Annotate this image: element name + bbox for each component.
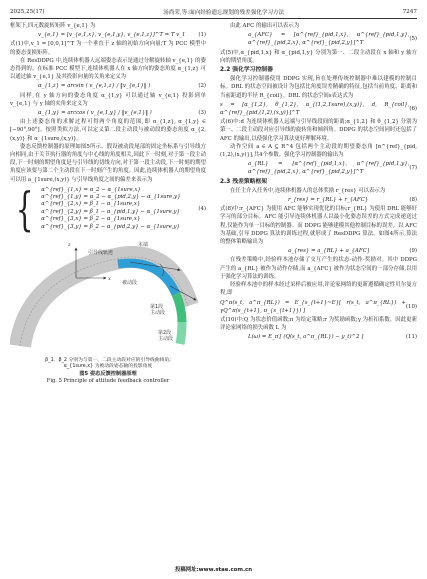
end-label: 末端	[138, 241, 149, 248]
case-line: α^{ref}_{1,x} = α_2 − α_{1sure,x}	[41, 186, 141, 193]
sec2-label: 第2段	[158, 329, 172, 336]
equation-8	[220, 196, 417, 204]
eq-body: s = [α_{1,2}, θ_{1,2}, α_{(1,2,1sure),(x,y)}, d, R_{coil}, α^{ref}_{pid,(1,2),(x,y)}]^T	[220, 101, 410, 117]
sec1-label2: 主动段	[150, 309, 166, 316]
equation-5	[220, 31, 417, 47]
eq-number: (4)	[198, 205, 206, 212]
para: 式(5)中,α_{pid,1,x} 和 α_{pid,1,y} 分别为第一、二段主动段在 x 轴和 y 轴方向的期望角度。	[220, 49, 417, 64]
section-heading: 2.2 强化学习控制器	[220, 67, 273, 74]
sec2-label2: 主动段	[158, 335, 174, 342]
case-line: α^{ref}_{3,y} = β_2 − α_{pid,2,y} − α_{1sure,y}	[41, 223, 180, 230]
case-line: α^{ref}_{1,y} = α_2 − α_{pid,2,y} − α_{1sure,y}	[41, 194, 181, 201]
equation-9	[220, 247, 417, 255]
attitude-feedback-diagram	[10, 236, 206, 358]
eq-number: (3)	[198, 110, 206, 117]
eq-body: r_{res} = r_{RL} + r_{AFC}	[288, 197, 369, 204]
equation-6	[220, 101, 417, 117]
passive-label: 被动段	[122, 279, 138, 286]
equation-1	[10, 31, 206, 39]
eq-body: α_{1,y} = arccos ( v_{e,1,y} / ‖v_{e,1}‖ )	[38, 110, 152, 117]
para: 姿态反馈控制器的原理如图5所示。假设被动段尾部的固定坐标系与引导线方向相同,由于关节执行器的角度与中心线的角度相关,因此下一时刻,对于第一段主动段,下一时刻的期望角度是与引导线的切线方向,对于第一段主动段,下一时刻的期望角度应该要与第二个主动段在下一时刻产生的角度。因此,连续体机器人的期望角度可以用 a_{1sure,(x,y)} 与引导线角度之间的偏差来表示为	[10, 143, 206, 183]
figure-5	[10, 236, 206, 358]
header-title: 汤尚荣,等:面向经验遗忘规划的残差强化学习方法	[163, 10, 285, 16]
para: 动作空间 a ∈ A ⊆ R^4 包括两个主动段的期望姿态角 [α^{ref}_{pid,(1,2),(x,y)}],共4个参数。强化学习控制器的输出为	[220, 143, 417, 159]
para: 式(10)中:Q 为状态价值函数;π 为给定策略;r 为奖励函数;γ 为折扣系数。因此更新评论家网络的损失函数 L 为	[220, 316, 417, 332]
figure-note: β_1、β_2 分别为与第一、二段主动段对应的引导线曲线角;	[45, 357, 171, 363]
active-segment-1	[176, 294, 182, 322]
para: 式(6)中:d 为连续体机器人远端与引导线段间的距离;α_{1,2} 和 θ_{1,2} 分别为第一、二段主动段对应引导线的旋转角和倾斜角。DDPG 的状态空间同时还包括了 AFC 的输出,以使强化学习算法更好理解环境。	[220, 119, 417, 142]
equation-10	[220, 299, 417, 315]
axis-x: x	[108, 275, 111, 282]
eq-number: (8)	[409, 197, 417, 204]
eq-number: (1)	[198, 32, 206, 39]
brace: {	[15, 181, 34, 236]
case-line: α^{ref}_{2,y} = β_1 − α_{pid,1,y} − α_{1sure,y}	[41, 208, 180, 215]
guide-label: 引导线轨迹	[88, 249, 114, 256]
para: 由上述姿态角的求解过程可得两个角度的范围,即 α_{1,z}, α_{1,y} ∈ [−90°,90°]。按照类似方法,可以定义第二段主动段与被动段的姿态角度 α_{2,(x,y)} 和 α_{1sure,(x,y)}。	[10, 119, 206, 142]
running-header	[10, 6, 417, 19]
eq-body: a_{RL} = [α^{ref}_{pid,1,x}, α^{ref}_{pid,1,y}, α^{ref}_{pid,2,x}, α^{ref}_{pid,2,y}]^T	[248, 161, 410, 176]
para: 强化学习控制器使用 DDPG 实现,旨在处理传统控制器中难以建模的控制目标。DRL 的状态空间被设计为包括比角度误差精确的特征,包括当前角度、距离和当前距道的半径 R_{coil}。DRL 的状态空间s表达式为	[220, 76, 417, 99]
equation-2	[10, 82, 206, 90]
footer-url: 投稿网址:www.stae.com.cn	[174, 567, 253, 573]
eq-body: Q^π(s_t, a^π_{RL}) = E_{s_{t+1}~E}[ r(s_t, a^π_{RL}) + γQ^π(s_{t+1}, π_{s_{t+1}}) ]	[220, 299, 406, 314]
axis-z: z	[68, 241, 71, 248]
eq-body: a_{res} = a_{RL} + a_{AFC}	[288, 248, 371, 255]
para: 由此 AFC 的输出可以表示为	[230, 23, 300, 29]
para: 在残差策略中,经验样本池存储了交互产生的状态-动作-奖励对。其中 DDPG 产生的 a_{RL} 被作为动作存储,而 a_{AFC} 被作为状态空间的一部分存储,以用于强化学习算法的训练。	[220, 257, 417, 280]
para: 框架下,四元数旋转矩阵 v_{e,1} 为	[10, 23, 96, 29]
para: 在任主介入任务中,连续体机器人的总体奖励 r_{res} 可以表示为	[230, 187, 386, 194]
right-column	[220, 22, 417, 343]
para: 经验样本池中的样本经过采样后被应用,评论家网络的更新遵循确定性贝尔曼方程,即	[220, 282, 417, 297]
section-heading: 2.3 残差策略框架	[220, 178, 268, 185]
case-line: α^{ref}_{3,x} = β_2 − α_{1sure,x}	[41, 216, 141, 223]
eq-body: v_{e,1} = [v_{e,1,x}, v_{e,1,y}, v_{e,1,z}]^T = T v_1	[38, 32, 186, 39]
eq-number: (6)	[409, 105, 417, 112]
left-column	[10, 22, 206, 385]
equation-4	[10, 181, 206, 236]
header-volume: 2025,25(17)	[10, 9, 45, 15]
header-page: 7247	[402, 9, 417, 15]
para: 式(1)中,v_1 = [0,0,1]^T 为一个垂直于 z 轴的初始方向向量;T 为 PCC 模型中的姿态变换矩阵。	[10, 41, 206, 56]
eq-number: (5)	[409, 36, 417, 43]
para: 同样,在 y 轴方向的姿态角度 α_{1,y} 可以通过轴 v_{e,1} 投影到单 v_{e,1} 与 y 轴的夹角来定义为	[10, 92, 206, 107]
eq-number: (11)	[405, 334, 417, 341]
equation-11	[220, 333, 417, 341]
figure-caption-en: Fig. 5 Principle of attitude feedback controller	[46, 377, 170, 384]
para: 在 ResDDPG 中,连续体机器人远端姿态表示是通过分解旋转轴 v_{e,1} 的姿态得到的。在标准 PCC 模型下,连续体机器人在 x 轴方向的姿态角度 α_{1,z} 可以通过轴 v_{e,1} 及其投影向量的关角来定义为	[10, 57, 206, 81]
eq-number: (2)	[198, 83, 206, 90]
equation-7	[220, 160, 417, 176]
case-line: α^{ref}_{2,x} = β_1 − α_{1sure,x}	[41, 201, 141, 208]
eq-number: (9)	[409, 248, 417, 255]
eq-body: α_{1,z} = arcsin ( v_{e,1,z} / ‖v_{e,1}‖ )	[38, 83, 151, 90]
eq-body: L(ω) = E_π′[ (Q(s_t, a^π_{RL}) − y_t)^2 ]	[248, 334, 364, 341]
equation-3	[10, 109, 206, 117]
eq-body: a_{AFC} = [α^{ref}_{pid,1,x}, α^{ref}_{pid,1,y}, α^{ref}_{pid,2,x}, α^{ref}_{pid,2,y}]^T	[248, 32, 410, 47]
sec1-label: 第1段	[150, 303, 164, 310]
para: 式(8)中:r_{AFC} 为使用 AFC 能够实现优化的目标;r_{RL} 为使用 DRL 能够好学习的部分目标。AFC 能引导连续体机器人以最小化姿态误差的方式完成递送过程,仅能作为单一目标的控制器。而 DDPG 能够建模其他控制目标的误差。以 AFC 为基础,引导 DDPG 算法的训练过程,就形成了 ResDDPG 算法。如图4所示,算法的整体策略输出为	[220, 206, 417, 246]
figure-note: α_{1sure,x} 为被动段姿态轴的投影角度	[63, 364, 153, 370]
eq-number: (10)	[405, 303, 417, 310]
figure-caption-cn: 图5 姿态反馈控制器原理	[79, 370, 137, 377]
active-segment-2	[180, 322, 182, 344]
eq-number: (7)	[409, 165, 417, 172]
